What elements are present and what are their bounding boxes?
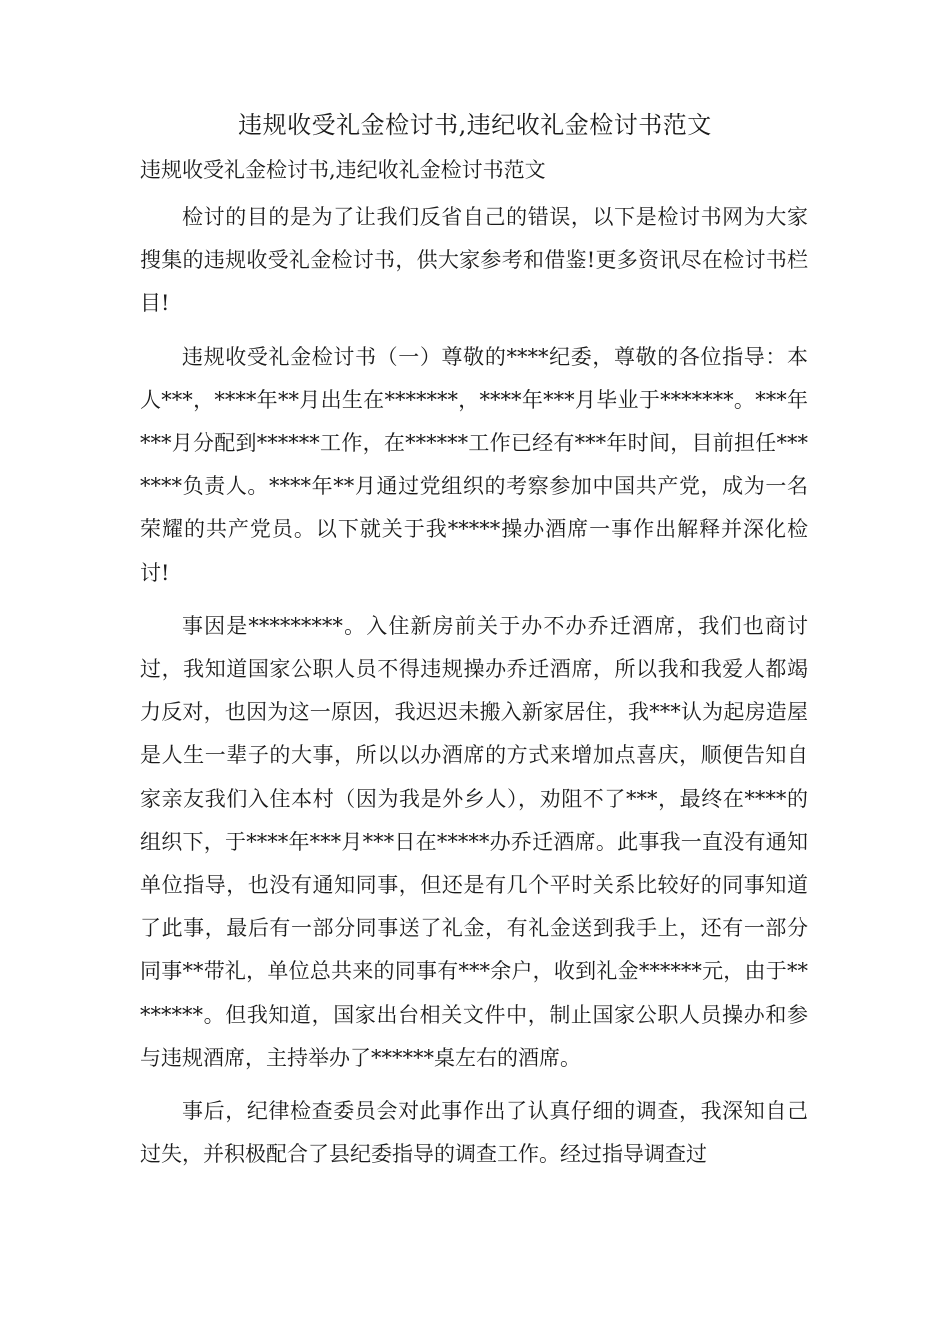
document-title: 违规收受礼金检讨书,违纪收礼金检讨书范文 <box>238 111 712 139</box>
paragraph: 检讨的目的是为了让我们反省自己的错误，以下是检讨书网为大家搜集的违规收受礼金检讨书，供大家参考和借鉴!更多资讯尽在检讨书栏目! <box>140 205 808 316</box>
paragraph: 事因是*********。入住新房前关于办不办乔迁酒席，我们也商讨过，我知道国家公职人员不得违规操办乔迁酒席，所以我和我爱人都竭力反对，也因为这一原因，我迟迟未搬入新家居住，我***认为起房造屋是人生一辈子的大事，所以以办酒席的方式来增加点喜庆，顺便告知自家亲友我们入住本村（因为我是外乡人），劝阻不了***，最终在****的组织下，于****年***月***日在*****办乔迁酒席。此事我一直没有通知单位指导，也没有通知同事，但还是有几个平时关系比较好的同事知道了此事，最后有一部分同事送了礼金，有礼金送到我手上，还有一部分同事**带礼，单位总共来的同事有***余户，收到礼金******元，由于********。但我知道，国家出台相关文件中，制止国家公职人员操办和参与违规酒席，主持举办了******桌左右的酒席。 <box>140 613 808 1070</box>
document-subtitle: 违规收受礼金检讨书,违纪收礼金检讨书范文 <box>140 158 546 182</box>
paragraph: 事后，纪律检查委员会对此事作出了认真仔细的调查，我深知自己过失，并积极配合了县纪委指导的调查工作。经过指导调查过 <box>140 1099 808 1167</box>
paragraph: 违规收受礼金检讨书（一）尊敬的****纪委，尊敬的各位指导：本人***，****年**月出生在*******，****年***月毕业于*******。***年***月分配到******工作，在******工作已经有***年时间，目前担任*******负责人。****年**月通过党组织的考察参加中国共产党，成为一名荣耀的共产党员。以下就关于我*****操办酒席一事作出解释并深化检讨! <box>140 344 808 585</box>
document-body <box>140 196 808 1186</box>
